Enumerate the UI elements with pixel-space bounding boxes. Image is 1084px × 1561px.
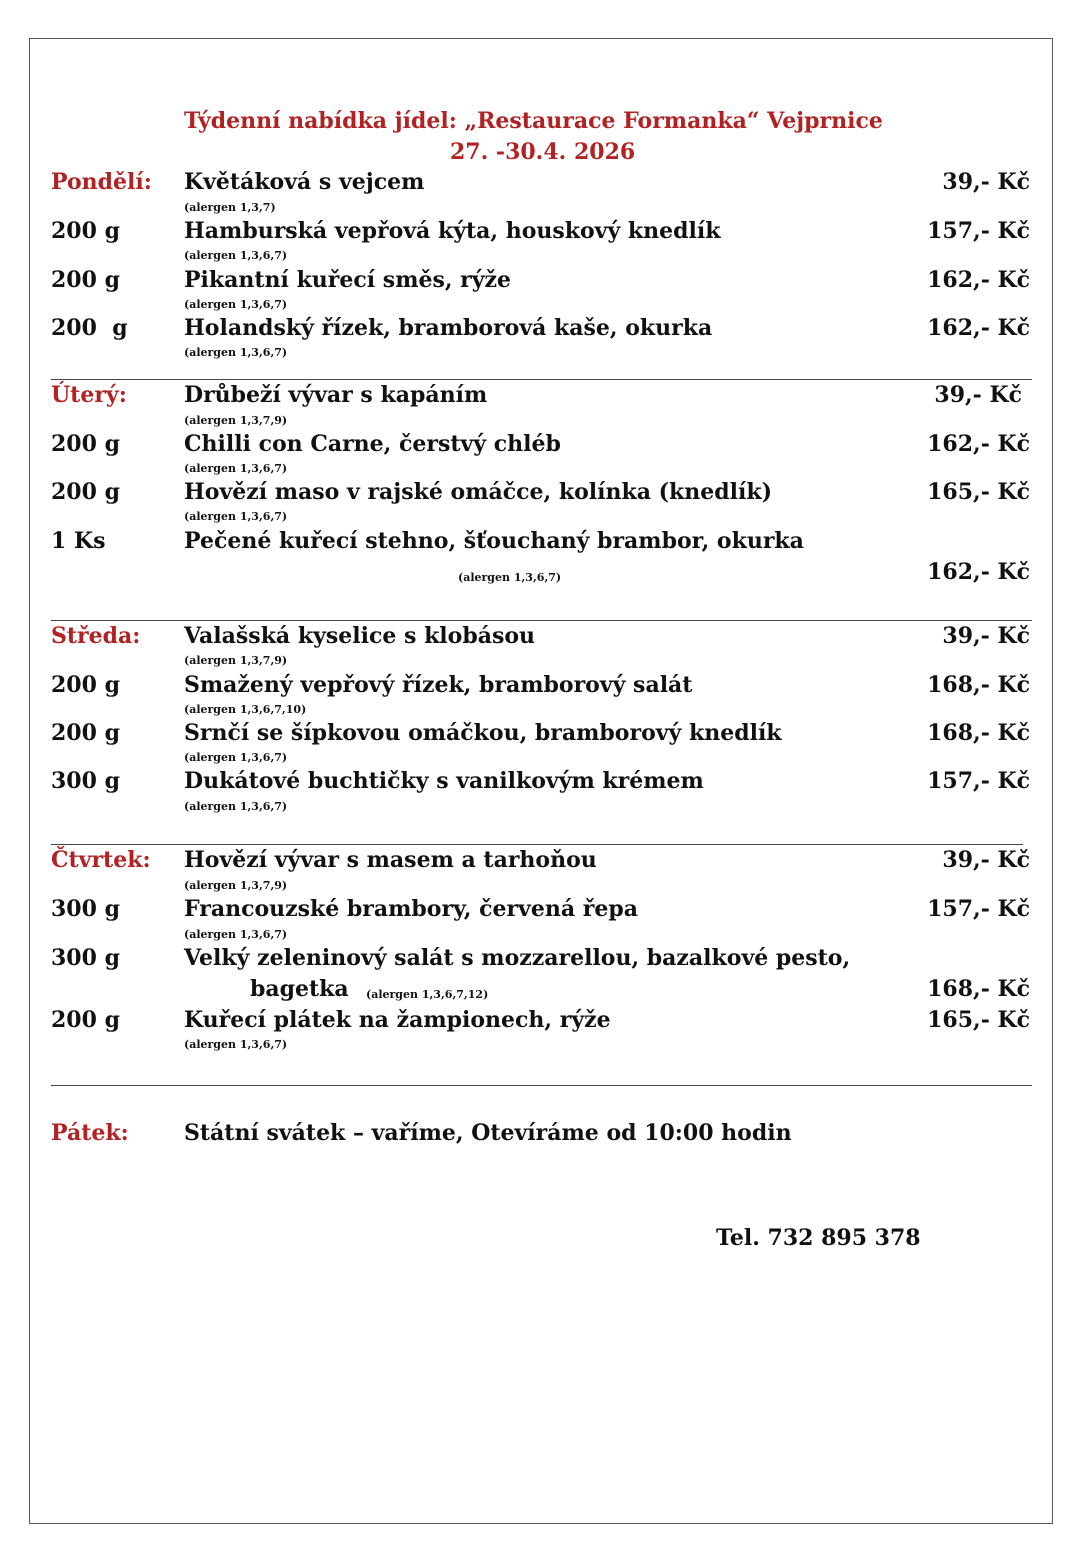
dish-name: Hovězí maso v rajské omáčce, kolínka (knedlík) [184,479,773,505]
dish-allergens: (alergen 1,3,7,9) [184,879,288,892]
dish-price: 162,- Kč [927,431,1030,457]
dish-name: Hamburská vepřová kýta, houskový knedlík [184,218,721,244]
dish-name: Dukátové buchtičky s vanilkovým krémem [184,768,704,794]
dish-price: 39,- Kč [934,382,1022,408]
dish-name: Valašská kyselice s klobásou [184,623,536,649]
dish-allergens: (alergen 1,3,7) [184,201,276,214]
dish-name: Kuřecí plátek na žampionech, rýže [184,1007,611,1033]
day-label-friday: Pátek: [51,1120,129,1146]
dish-price: 157,- Kč [927,218,1030,244]
dish-quantity: 200 g [51,1007,120,1033]
section-divider [51,844,1023,845]
dish-quantity: 200 g [51,431,120,457]
dish-price: 168,- Kč [927,720,1030,746]
dish-name: Smažený vepřový řízek, bramborový salát [184,672,693,698]
dish-allergens: (alergen 1,3,6,7) [184,346,288,359]
dish-name: Hovězí vývar s masem a tarhoňou [184,847,597,873]
dish-quantity: 300 g [51,945,120,971]
dish-price: 162,- Kč [927,559,1030,585]
dish-price: 39,- Kč [942,847,1030,873]
dish-price: 157,- Kč [927,768,1030,794]
dish-price: 162,- Kč [927,315,1030,341]
dish-name: Pečené kuřecí stehno, šťouchaný brambor, okurka [184,528,804,554]
day-label-wednesday: Středa: [51,623,141,649]
dish-price: 162,- Kč [927,267,1030,293]
section-divider [51,1085,1032,1086]
dish-quantity: 200 g [51,479,120,505]
dish-price: 168,- Kč [927,672,1030,698]
dish-quantity: 300 g [51,896,120,922]
dish-price: 157,- Kč [927,896,1030,922]
dish-quantity: 200 g [51,267,120,293]
dish-allergens: (alergen 1,3,6,7) [184,928,288,941]
dish-allergens: (alergen 1,3,7,9) [184,414,288,427]
dish-price: 39,- Kč [942,623,1030,649]
dish-name: Velký zeleninový salát s mozzarellou, bazalkové pesto, [184,945,851,971]
section-divider [51,620,1032,621]
holiday-note: Státní svátek – vaříme, Otevíráme od 10:00 hodin [184,1120,792,1146]
dish-price: 165,- Kč [927,1007,1030,1033]
dish-price: 165,- Kč [927,479,1030,505]
dish-name: Pikantní kuřecí směs, rýže [184,267,512,293]
menu-dates: 27. -30.4. 2026 [450,139,636,165]
day-label-thursday: Čtvrtek: [51,847,151,873]
dish-allergens: (alergen 1,3,7,9) [184,654,288,667]
dish-allergens: (alergen 1,3,6,7) [184,510,288,523]
dish-quantity: 300 g [51,768,120,794]
dish-allergens: (alergen 1,3,6,7) [458,571,562,584]
dish-quantity: 1 Ks [51,528,106,554]
dish-price: 168,- Kč [927,976,1030,1002]
dish-name: Holandský řízek, bramborová kaše, okurka [184,315,713,341]
dish-price: 39,- Kč [942,169,1030,195]
dish-quantity: 200 g [51,720,120,746]
dish-allergens: (alergen 1,3,6,7) [184,462,288,475]
dish-quantity: 200 g [51,218,120,244]
day-label-monday: Pondělí: [51,169,152,195]
dish-allergens: (alergen 1,3,6,7) [184,249,288,262]
dish-name: Drůbeží vývar s kapáním [184,382,488,408]
dish-allergens: (alergen 1,3,6,7,10) [184,703,307,716]
dish-quantity: 200 g [51,315,128,341]
day-label-tuesday: Úterý: [51,382,127,408]
dish-quantity: 200 g [51,672,120,698]
dish-allergens: (alergen 1,3,6,7,12) [366,988,489,1001]
dish-name: Květáková s vejcem [184,169,425,195]
dish-allergens: (alergen 1,3,6,7) [184,800,288,813]
dish-name: Francouzské brambory, červená řepa [184,896,638,922]
menu-title: Týdenní nabídka jídel: „Restaurace Formanka“ Vejprnice [184,108,883,134]
phone-number: Tel. 732 895 378 [716,1225,921,1251]
dish-name-continued: bagetka [250,976,349,1002]
dish-name: Srnčí se šípkovou omáčkou, bramborový knedlík [184,720,782,746]
dish-name: Chilli con Carne, čerstvý chléb [184,431,561,457]
dish-allergens: (alergen 1,3,6,7) [184,298,288,311]
section-divider [51,379,1032,380]
dish-allergens: (alergen 1,3,6,7) [184,1038,288,1051]
dish-allergens: (alergen 1,3,6,7) [184,751,288,764]
